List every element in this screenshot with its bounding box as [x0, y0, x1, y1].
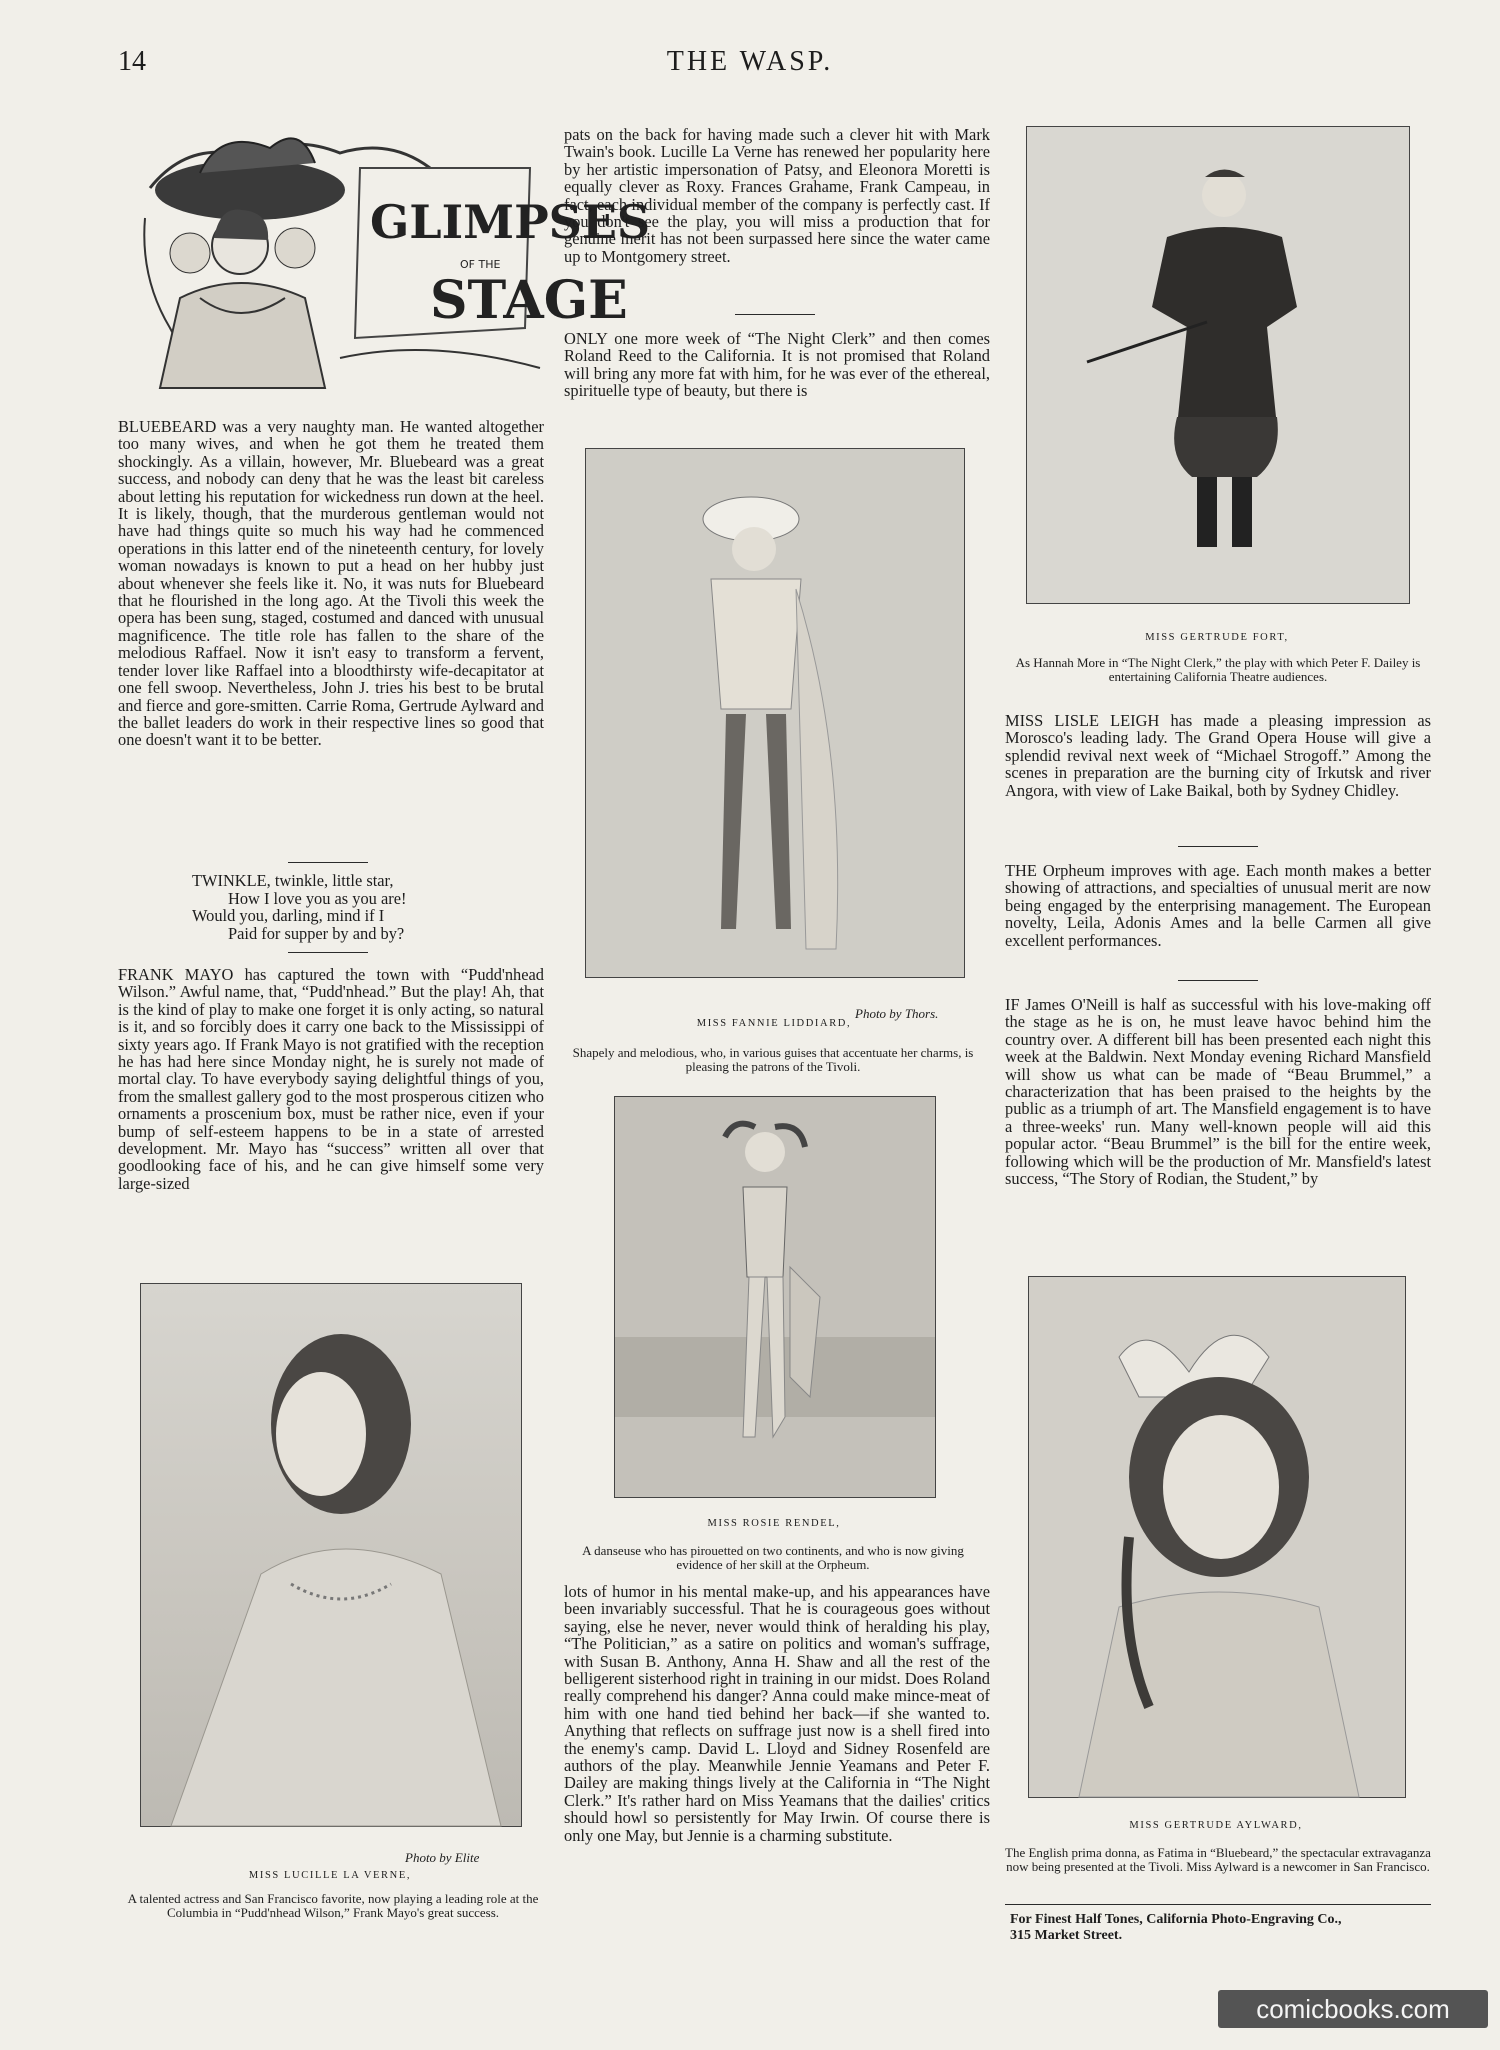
orpheum-paragraph: THE Orpheum improves with age. Each month makes a better showing of attractions, and specialties of unusual merit are now being engaged by the enterprising management. The European novelty, Leila, Adonis Ames and la belle Carmen all give excellent performances.: [1005, 861, 1431, 950]
article-lisle-leigh: [1005, 712, 1431, 799]
photo-fannie-liddiard: [585, 448, 965, 978]
poem-line: TWINKLE, twinkle, little star,: [192, 871, 394, 890]
article-pudd-nhead-continued: [564, 126, 990, 265]
roland-reed-paragraph: lots of humor in his mental make-up, and his appearances have been invariably successful. That he is courageous goes without saying, else he never, never would think of heralding his play, “The Politician,” as a satire on politics and woman's suffrage, with Susan B. Anthony, Anna H. Shaw and all the rest of the belligerent sisterhood right in training in our midst. Does Roland really comprehend his danger? Anna could make mince-meat of him with one hand tied behind her back—if she wanted to. Anything that reflects on suffrage just now is a shell fired into the enemy's camp. David L. Lloyd and Sidney Rosenfeld are authors of the play. Meanwhile Jennie Yeamans and Peter F. Dailey are making things lively at the California in “The Night Clerk.” It's rather hard on Miss Yeamans that the dailies' critics should howl so persistently for May Irwin. Of course there is only one May, but Jennie is a charming substitute.: [564, 1582, 990, 1845]
caption-name: MISS FANNIE LIDDIARD,: [696, 1018, 852, 1029]
divider: [1178, 980, 1258, 981]
photo-credit: Photo by Thors.: [855, 1006, 939, 1021]
photo-rosie-rendel: [614, 1096, 936, 1498]
caption-description: Shapely and melodious, who, in various guises that accentuate her charms, is pleasing the patrons of the Tivoli.: [572, 1045, 974, 1074]
poem-line: Paid for supper by and by?: [228, 923, 405, 943]
caption-name: MISS GERTRUDE AYLWARD,: [1129, 1820, 1303, 1831]
photo-gertrude-fort: [1026, 126, 1410, 604]
photo-credit: Photo by Elite: [405, 1850, 480, 1865]
caption-description: The English prima donna, as Fatima in “Bluebeard,” the spectacular extravaganza now being presented at the Tivoli. Miss Aylward is a newcomer in San Francisco.: [1005, 1845, 1431, 1874]
poem-line: Would you, darling, mind if I: [192, 906, 385, 926]
night-clerk-paragraph: ONLY one more week of “The Night Clerk” and then comes Roland Reed to the California. It is not promised that Roland will bring any more fat with him, for he was ever of the ethereal, spirituelle type of beauty, but there is: [564, 329, 990, 401]
caption-name: MISS GERTRUDE FORT,: [1145, 632, 1289, 643]
caption-description: As Hannah More in “The Night Clerk,” the play with which Peter F. Dailey is entertaining California Theatre audiences.: [1015, 655, 1421, 684]
divider: [1178, 846, 1258, 847]
article-orpheum: [1005, 862, 1431, 949]
caption-description: A danseuse who has pirouetted on two continents, and who is now giving evidence of her skill at the Orpheum.: [582, 1543, 964, 1572]
article-roland-reed: [564, 1583, 990, 1844]
caption-name: MISS LUCILLE LA VERNE,: [248, 1870, 412, 1881]
page-number: 14: [118, 46, 146, 77]
glimpses-of-the-stage-logo: [130, 128, 651, 408]
article-night-clerk: [564, 330, 990, 400]
svg-text:STAGE: STAGE: [430, 270, 628, 331]
article-frank-mayo: [118, 966, 544, 1192]
svg-text:GLIMPSES: GLIMPSES: [370, 195, 651, 249]
masthead-title: THE WASP.: [666, 46, 834, 77]
poem-twinkle: [192, 872, 522, 942]
photo-gertrude-aylward: [1028, 1276, 1406, 1798]
article-bluebeard: [118, 418, 544, 749]
photo-engraving-advertisement: [1010, 1912, 1436, 1944]
frank-mayo-paragraph: FRANK MAYO has captured the town with “Pudd'nhead Wilson.” Awful name, that, “Pudd'nhead.” But the play! Ah, that is the kind of play to make one forget it is only acting, so natural is it, and so forcibly does it carry one back to the Mississippi of sixty years ago. If Frank Mayo is not gratified with the reception he has had here since Monday night, he is surely not made of mortal clay. To have everybody saying delightful things of you, from the smallest gallery god to the most prosperous citizen who ornaments a proscenium box, must be rather nice, even if your bump of self-esteem happens to be in a state of arrested development. Mr. Mayo has “success” written all over that goodlooking face of his, and he can give himself some very large-sized: [118, 965, 544, 1193]
bluebeard-paragraph: BLUEBEARD was a very naughty man. He wanted altogether too many wives, and when he got them he treated them shockingly. As a villain, however, Mr. Bluebeard was a great success, and nobody can deny that he was the least bit careless about letting his reputation for wickedness run down at the heel. It is likely, though, that the murderous gentleman would not have had things quite so much his way had he commenced operations in this latter end of the nineteenth century, for lovely woman nowadays is known to put a head on her hubby just about whenever she feels like it. No, it was nuts for Bluebeard that he flourished in the long ago. At the Tivoli this week the opera has been sung, staged, costumed and danced with unusual magnificence. The title role has fallen to the share of the melodious Raffael. Now it isn't easy to transform a fervent, tender lover like Raffael into a bloodthirsty wife-decapitator at one fell swoop. Nevertheless, John J. tries his best to be brutal and fierce and gore-smitten. Carrie Roma, Gertrude Aylward and the ballet leaders do work in their respective lines so good that one doesn't want it to be better.: [118, 417, 544, 750]
divider: [1005, 1904, 1431, 1905]
caption-description: A talented actress and San Francisco favorite, now playing a leading role at the Columbia in “Pudd'nhead Wilson,” Frank Mayo's great success.: [127, 1891, 539, 1920]
svg-text:OF THE: OF THE: [460, 258, 501, 271]
paragraph: pats on the back for having made such a clever hit with Mark Twain's book. Lucille La Verne has renewed her popularity here by her artistic impersonation of Patsy, and Eleonora Moretti is equally clever as Roxy. Frances Grahame, Frank Campeau, in fact, each individual member of the company is perfectly cast. If you don't see the play, you will miss a production that for genuine merit has not been surpassed here since the water came up to Montgomery street.: [564, 125, 990, 266]
lisle-leigh-paragraph: MISS LISLE LEIGH has made a pleasing impression as Morosco's leading lady. The Grand Opera House will give a splendid revival next week of “Michael Strogoff.” Among the scenes in preparation are the burning city of Irkutsk and river Angora, with view of Lake Baikal, both by Sydney Chidley.: [1005, 711, 1431, 800]
divider: [735, 314, 815, 315]
article-james-oneill: [1005, 996, 1431, 1187]
photo-lucille-la-verne: [140, 1283, 522, 1827]
poem-line: How I love you as you are!: [228, 888, 407, 908]
divider: [288, 952, 368, 953]
james-oneill-paragraph: IF James O'Neill is half as successful with his love-making off the stage as he is on, he must leave havoc behind him the country over. A different bill has been presented each night this week at the Baldwin. Next Monday evening Richard Mansfield will show us what can be made of “Beau Brummel,” a characterization that has been praised to the heights by the public as a triumph of art. The Mansfield engagement is to have a three-weeks' run. Many well-known people will aid this popular actor. “Beau Brummel” is the bill for the entire week, following which will be the production of Mr. Mansfield's latest success, “The Story of Rodian, the Student,” by: [1005, 995, 1431, 1189]
site-watermark: comicbooks.com: [1218, 1990, 1488, 2028]
caption-name: MISS ROSIE RENDEL,: [707, 1518, 841, 1529]
ad-line: 315 Market Street.: [1010, 1928, 1123, 1943]
ad-line: For Finest Half Tones, California Photo-Engraving Co.,: [1010, 1912, 1342, 1927]
divider: [288, 862, 368, 863]
